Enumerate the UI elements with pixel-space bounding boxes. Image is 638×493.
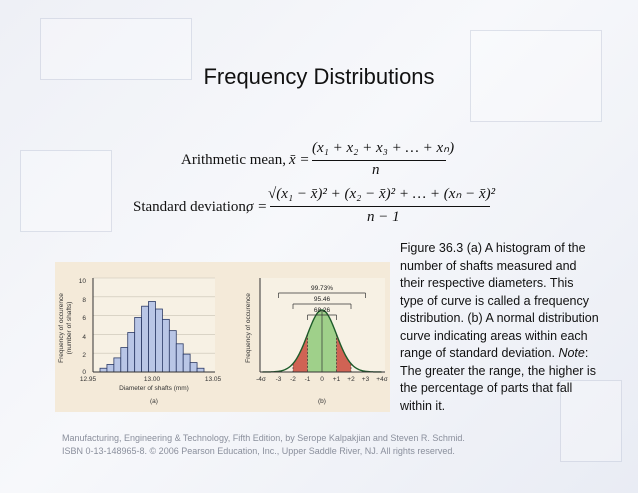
background-decoration bbox=[20, 150, 112, 232]
histogram-bar bbox=[121, 348, 128, 372]
histogram-xtick: 13.05 bbox=[204, 376, 222, 383]
figure-36-3 bbox=[55, 262, 390, 412]
sd-fraction-line bbox=[270, 206, 490, 207]
histogram-ytick: 8 bbox=[82, 297, 86, 304]
normal-xtick: +3 bbox=[361, 376, 370, 383]
normal-xtick: +2 bbox=[347, 376, 355, 383]
histogram-bar bbox=[190, 363, 197, 372]
histogram-ytick: 6 bbox=[82, 315, 86, 322]
normal-xtick: 0 bbox=[320, 376, 324, 383]
normal-panel-label: (b) bbox=[318, 398, 326, 405]
normal-ylabel: Frequency of occurence bbox=[245, 293, 252, 363]
sd-denominator: n − 1 bbox=[367, 209, 400, 225]
sd-symbol: σ = bbox=[246, 199, 268, 215]
caption-text-a: Figure 36.3 (a) A histogram of the number of shafts measured and their respective diameters. This type of curve is called a frequency distribution. (b) A normal distribution curve indicating areas within each range of standard deviation. bbox=[400, 241, 599, 360]
normal-xtick: -2 bbox=[290, 376, 296, 383]
caption-note-label: Note bbox=[558, 346, 585, 360]
percent-outer-label: 99.73% bbox=[310, 285, 334, 292]
histogram-bar bbox=[128, 333, 135, 372]
histogram-bar bbox=[169, 331, 176, 372]
page-title: Frequency Distributions bbox=[203, 64, 435, 89]
histogram-bar bbox=[142, 306, 149, 372]
histogram-xtick: 13.00 bbox=[143, 376, 161, 383]
histogram-ytick: 4 bbox=[82, 334, 86, 341]
mean-label: Arithmetic mean, bbox=[181, 152, 286, 168]
histogram-bar bbox=[155, 309, 162, 372]
histogram-bar bbox=[149, 302, 156, 373]
histogram-bar bbox=[135, 317, 142, 372]
normal-xtick: +1 bbox=[332, 376, 341, 383]
sd-label: Standard deviation, bbox=[133, 199, 250, 215]
normal-xtick: -1 bbox=[304, 376, 311, 383]
histogram-ylabel-line2: (number of shafts) bbox=[66, 301, 73, 355]
histogram-bar bbox=[176, 344, 183, 372]
histogram-bar bbox=[162, 319, 169, 372]
histogram-ytick: 0 bbox=[82, 369, 86, 376]
histogram-xlabel: Diameter of shafts (mm) bbox=[119, 385, 189, 392]
histogram-bar bbox=[183, 354, 190, 372]
histogram-ytick: 10 bbox=[78, 278, 86, 285]
mean-symbol: x̄ = bbox=[289, 152, 310, 168]
histogram-bar bbox=[107, 364, 114, 372]
figure-svg bbox=[55, 262, 390, 412]
normal-xtick: -4σ bbox=[256, 376, 266, 383]
histogram-bar bbox=[114, 358, 121, 372]
footer bbox=[62, 432, 465, 458]
histogram-bar bbox=[100, 368, 107, 372]
figure-caption bbox=[400, 240, 600, 415]
normal-xtick: -3 bbox=[275, 376, 282, 383]
histogram-ytick: 2 bbox=[82, 352, 86, 359]
percent-inner-label: 68.26 bbox=[313, 307, 331, 314]
footer-line1: Manufacturing, Engineering & Technology, Fifth Edition, by Serope Kalpakjian and Steven R. Schmid. bbox=[62, 433, 465, 443]
mean-numerator: (x₁ + x₂ + x₃ + … + xₙ) bbox=[312, 140, 455, 156]
normal-xticks bbox=[256, 376, 388, 383]
histogram-xtick: 12.95 bbox=[79, 376, 97, 383]
histogram-panel bbox=[58, 278, 222, 405]
mean-fraction-line bbox=[312, 160, 446, 161]
mean-denominator: n bbox=[372, 162, 380, 178]
histogram-bar bbox=[197, 368, 204, 372]
histogram-ylabel-line1: Frequency of occurence bbox=[58, 293, 65, 363]
histogram-panel-label: (a) bbox=[150, 398, 158, 405]
percent-mid-label: 95.46 bbox=[313, 296, 331, 303]
sd-numerator: √(x₁ − x̄)² + (x₂ − x̄)² + … + (xₙ − x̄)² bbox=[268, 186, 496, 202]
normal-xtick: +4σ bbox=[376, 376, 388, 383]
caption-text-b: : The greater the range, the higher is the percentage of parts that fall within it. bbox=[400, 346, 596, 413]
footer-line2: ISBN 0-13-148965-8. © 2006 Pearson Education, Inc., Upper Saddle River, NJ. All rights reserved. bbox=[62, 446, 455, 456]
normal-distribution-panel bbox=[245, 278, 388, 405]
